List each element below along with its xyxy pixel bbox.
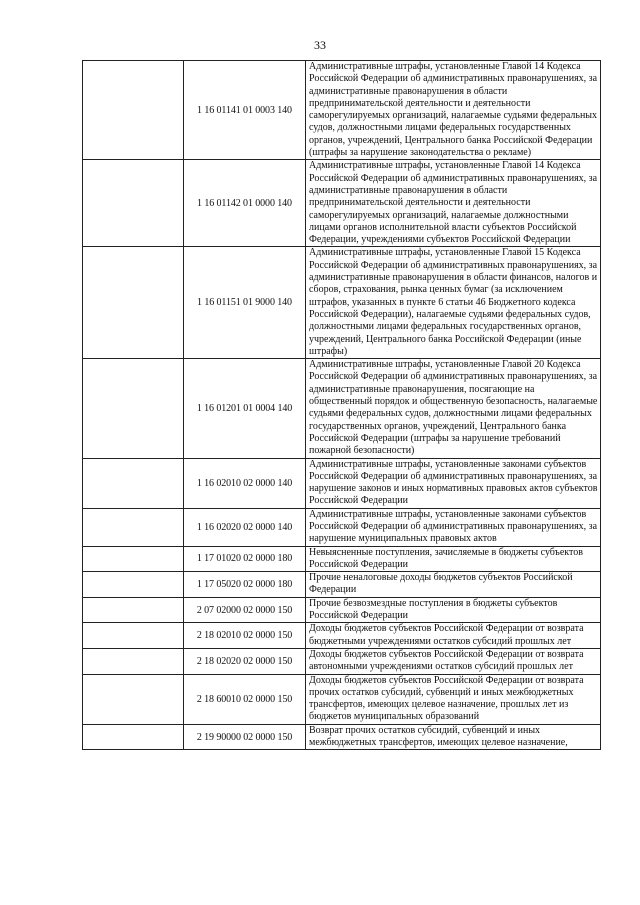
- empty-cell: [83, 623, 184, 649]
- revenue-code: 1 16 01151 01 9000 140: [184, 247, 306, 359]
- revenue-code: 1 16 01141 01 0003 140: [184, 61, 306, 160]
- revenue-name: Административные штрафы, установленные Главой 20 Кодекса Российской Федерации об административных правонарушениях, за административные правонарушения, посягающие на общественный порядок и общественную безопасность, налагаемые судьями федеральных судов, должностными лицами федеральных государственных органов, учреждений, Центрального банка Российской Федерации (штрафы за нарушение требований пожарной безопасности): [306, 359, 601, 458]
- empty-cell: [83, 674, 184, 724]
- empty-cell: [83, 160, 184, 247]
- revenue-code: 1 17 05020 02 0000 180: [184, 572, 306, 598]
- table-row: [83, 61, 601, 160]
- revenue-code: 1 16 01201 01 0004 140: [184, 359, 306, 458]
- empty-cell: [83, 546, 184, 572]
- empty-cell: [83, 508, 184, 546]
- empty-cell: [83, 247, 184, 359]
- revenue-code: 2 18 60010 02 0000 150: [184, 674, 306, 724]
- table-row: [83, 508, 601, 546]
- revenue-name: Административные штрафы, установленные законами субъектов Российской Федерации об административных правонарушениях, за нарушение законов и иных нормативных правовых актов субъектов Российской Федерации: [306, 458, 601, 508]
- table-row: [83, 546, 601, 572]
- empty-cell: [83, 648, 184, 674]
- revenue-name: Невыясненные поступления, зачисляемые в бюджеты субъектов Российской Федерации: [306, 546, 601, 572]
- table-row: [83, 597, 601, 623]
- empty-cell: [83, 724, 184, 750]
- empty-cell: [83, 458, 184, 508]
- revenue-code: 1 17 01020 02 0000 180: [184, 546, 306, 572]
- revenue-name: Административные штрафы, установленные законами субъектов Российской Федерации об административных правонарушениях, за нарушение муниципальных правовых актов: [306, 508, 601, 546]
- empty-cell: [83, 359, 184, 458]
- revenue-name: Прочие безвозмездные поступления в бюджеты субъектов Российской Федерации: [306, 597, 601, 623]
- revenue-name: Административные штрафы, установленные Главой 15 Кодекса Российской Федерации об административных правонарушениях, за административные правонарушения в области финансов, налогов и сборов, страхования, рынка ценных бумаг (за исключением штрафов, указанных в пункте 6 статьи 46 Бюджетного кодекса Российской Федерации), налагаемые судьями федеральных судов, должностными лицами федеральных государственных органов, учреждений, Центрального банка Российской Федерации (иные штрафы): [306, 247, 601, 359]
- revenue-name: Доходы бюджетов субъектов Российской Федерации от возврата прочих остатков субсидий, субвенций и иных межбюджетных трансфертов, имеющих целевое назначение, прошлых лет из бюджетов муниципальных образований: [306, 674, 601, 724]
- revenue-name: Возврат прочих остатков субсидий, субвенций и иных межбюджетных трансфертов, имеющих целевое назначение,: [306, 724, 601, 750]
- table-row: [83, 648, 601, 674]
- empty-cell: [83, 597, 184, 623]
- revenue-code: 2 07 02000 02 0000 150: [184, 597, 306, 623]
- page-number: 33: [314, 38, 326, 52]
- revenue-code: 1 16 01142 01 0000 140: [184, 160, 306, 247]
- revenue-code: 2 18 02010 02 0000 150: [184, 623, 306, 649]
- table-row: [83, 458, 601, 508]
- table-row: [83, 160, 601, 247]
- empty-cell: [83, 61, 184, 160]
- revenue-name: Доходы бюджетов субъектов Российской Федерации от возврата автономными учреждениями остатков субсидий прошлых лет: [306, 648, 601, 674]
- revenue-code: 1 16 02020 02 0000 140: [184, 508, 306, 546]
- revenue-code: 1 16 02010 02 0000 140: [184, 458, 306, 508]
- table-row: [83, 359, 601, 458]
- revenue-name: Доходы бюджетов субъектов Российской Федерации от возврата бюджетными учреждениями остатков субсидий прошлых лет: [306, 623, 601, 649]
- table-row: [83, 572, 601, 598]
- empty-cell: [83, 572, 184, 598]
- revenue-name: Административные штрафы, установленные Главой 14 Кодекса Российской Федерации об административных правонарушениях, за административные правонарушения в области предпринимательской деятельности и деятельности саморегулируемых организаций, налагаемые судьями федеральных судов, должностными лицами федеральных государственных органов, учреждений, Центрального банка Российской Федерации (штрафы за нарушение законодательства о рекламе): [306, 61, 601, 160]
- table-row: [83, 623, 601, 649]
- budget-revenue-table: [82, 60, 601, 750]
- revenue-code: 2 19 90000 02 0000 150: [184, 724, 306, 750]
- table-row: [83, 724, 601, 750]
- table-row: [83, 247, 601, 359]
- revenue-name: Прочие неналоговые доходы бюджетов субъектов Российской Федерации: [306, 572, 601, 598]
- revenue-name: Административные штрафы, установленные Главой 14 Кодекса Российской Федерации об административных правонарушениях, за административные правонарушения в области предпринимательской деятельности и деятельности саморегулируемых организаций, налагаемые должностными лицами органов исполнительной власти субъектов Российской Федерации, учреждениями субъектов Российской Федерации: [306, 160, 601, 247]
- revenue-code: 2 18 02020 02 0000 150: [184, 648, 306, 674]
- table-row: [83, 674, 601, 724]
